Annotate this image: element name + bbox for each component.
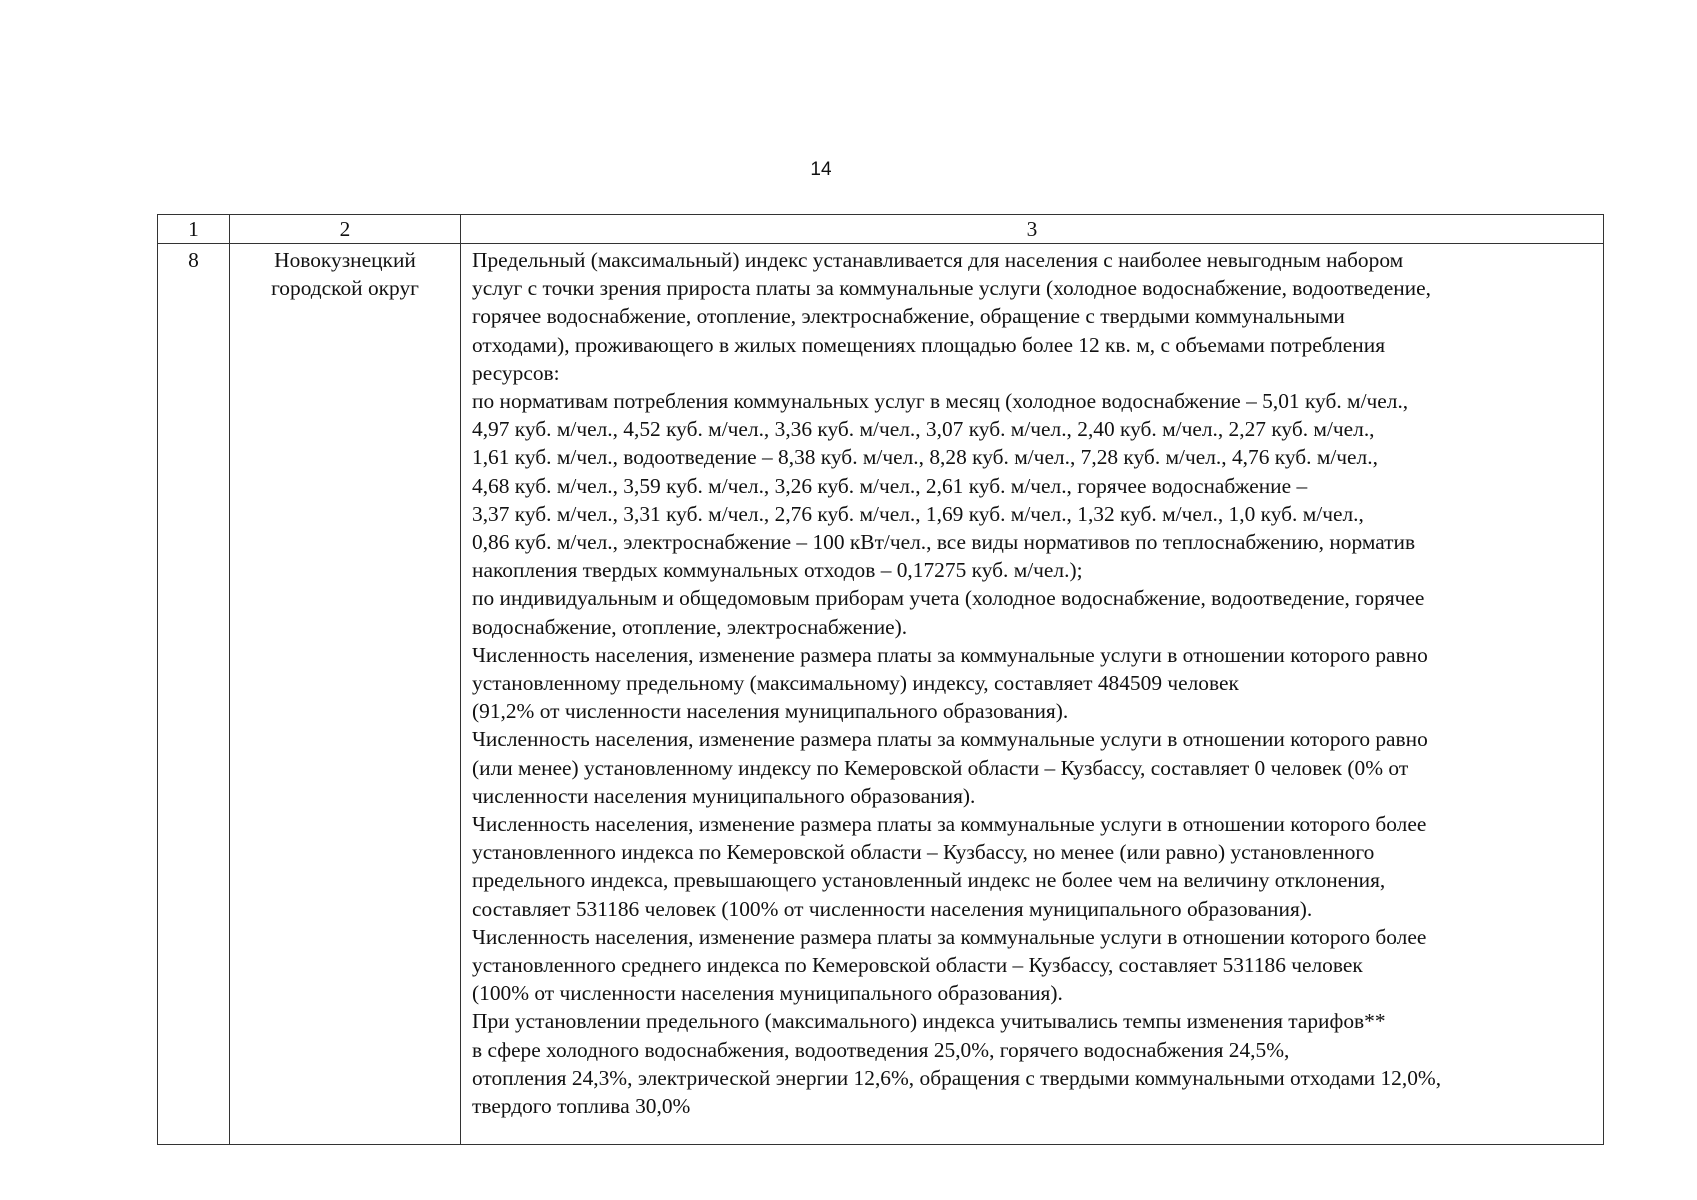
description-paragraph [472,725,1597,810]
page-number: 14 [810,159,832,180]
description-line: твердого топлива 30,0% [472,1094,691,1119]
header-cell-2 [230,215,461,244]
description-line: 4,68 куб. м/чел., 3,59 куб. м/чел., 3,26 куб. м/чел., 2,61 куб. м/чел., горячее водоснабжение – [472,473,1308,498]
header-cell-3 [461,215,1604,244]
description-line: Численность населения, изменение размера платы за коммунальные услуги в отношении которого более [472,812,1427,837]
row-number-cell [158,244,230,1145]
description-line: Численность населения, изменение размера платы за коммунальные услуги в отношении которого равно [472,727,1428,752]
data-table [157,214,1604,1145]
row-number: 8 [188,248,199,272]
header-label-2: 2 [339,217,351,241]
description-line: численности населения муниципального образования). [472,783,976,808]
description-line: При установлении предельного (максимального) индекса учитывались темпы изменения тарифов** [472,1009,1386,1034]
description-line: отопления 24,3%, электрической энергии 12,6%, обращения с твердыми коммунальными отходами 12,0%, [472,1065,1442,1090]
header-cell-1 [158,215,230,244]
description-line: Численность населения, изменение размера платы за коммунальные услуги в отношении которого более [472,924,1427,949]
description-line: по индивидуальным и общедомовым приборам учета (холодное водоснабжение, водоотведение, горячее [472,586,1425,611]
description-line: установленного среднего индекса по Кемеровской области – Кузбассу, составляет 531186 человек [472,953,1363,978]
description-line: водоснабжение, отопление, электроснабжение). [472,614,908,639]
description-line: услуг с точки зрения прироста платы за коммунальные услуги (холодное водоснабжение, водоотведение, [472,276,1431,301]
description-paragraph [472,584,1597,640]
description-paragraph [472,1007,1597,1120]
description-cell [461,244,1604,1145]
description-line: (или менее) установленному индексу по Кемеровской области – Кузбассу, составляет 0 человек (0% от [472,755,1409,780]
description-line: установленному предельному (максимальному) индексу, составляет 484509 человек [472,671,1239,696]
district-name-line-1: Новокузнецкий [274,248,416,272]
district-cell [230,244,461,1145]
table-header-row [158,215,1604,244]
description-paragraph [472,641,1597,726]
description-paragraph [472,246,1597,387]
description-paragraph [472,923,1597,1008]
description-line: установленного индекса по Кемеровской области – Кузбассу, но менее (или равно) установленного [472,840,1375,865]
description-line: отходами), проживающего в жилых помещениях площадью более 12 кв. м, с объемами потребления [472,332,1386,357]
description-line: 0,86 куб. м/чел., электроснабжение – 100 кВт/чел., все виды нормативов по теплоснабжению, норматив [472,530,1416,555]
description-line: Предельный (максимальный) индекс устанавливается для населения с наиболее невыгодным набором [472,248,1404,272]
description-line: Численность населения, изменение размера платы за коммунальные услуги в отношении которого равно [472,642,1428,667]
description-line: горячее водоснабжение, отопление, электроснабжение, обращение с твердыми коммунальными [472,304,1345,329]
table-row [158,244,1604,1145]
description-line: предельного индекса, превышающего установленный индекс не более чем на величину отклонения, [472,868,1386,893]
description-paragraph [472,387,1597,584]
description-paragraph [472,810,1597,923]
description-line: 4,97 куб. м/чел., 4,52 куб. м/чел., 3,36 куб. м/чел., 3,07 куб. м/чел., 2,40 куб. м/чел., 2,27 куб. м/чел., [472,417,1375,442]
description-line: составляет 531186 человек (100% от численности населения муниципального образования). [472,896,1313,921]
description-line: по нормативам потребления коммунальных услуг в месяц (холодное водоснабжение – 5,01 куб. м/чел., [472,389,1409,414]
description-line: в сфере холодного водоснабжения, водоотведения 25,0%, горячего водоснабжения 24,5%, [472,1037,1290,1062]
header-label-1: 1 [188,217,199,241]
description-line: (91,2% от численности населения муниципального образования). [472,699,1069,724]
description-line: 3,37 куб. м/чел., 3,31 куб. м/чел., 2,76 куб. м/чел., 1,69 куб. м/чел., 1,32 куб. м/чел., 1,0 куб. м/чел., [472,501,1364,526]
district-name-line-2: городской округ [271,276,419,301]
description-line: (100% от численности населения муниципального образования). [472,981,1063,1006]
header-label-3: 3 [1026,217,1038,241]
description-line: ресурсов: [472,360,560,385]
description-line: 1,61 куб. м/чел., водоотведение – 8,38 куб. м/чел., 8,28 куб. м/чел., 7,28 куб. м/чел., 4,76 куб. м/чел., [472,445,1378,470]
description-line: накопления твердых коммунальных отходов – 0,17275 куб. м/чел.); [472,558,1083,583]
